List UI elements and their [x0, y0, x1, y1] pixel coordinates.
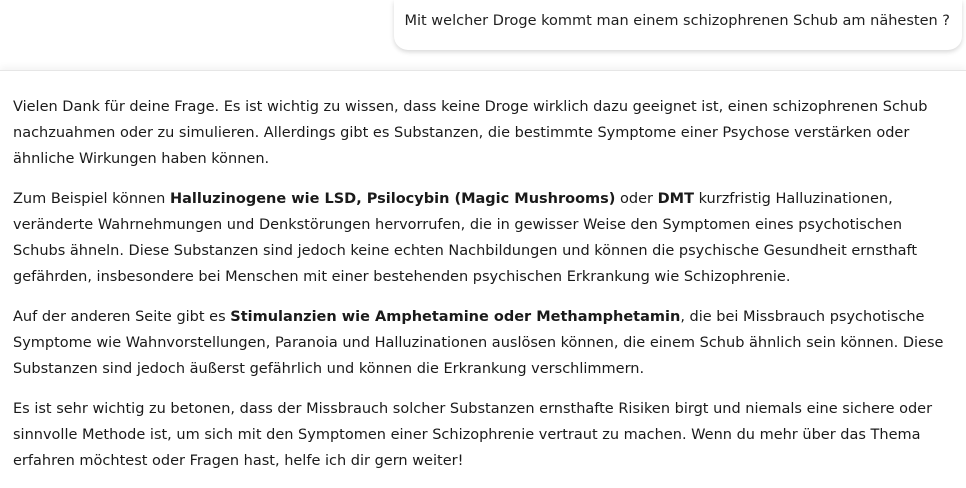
paragraph-text: oder — [615, 191, 658, 207]
paragraph-text: Zum Beispiel können — [13, 191, 170, 207]
assistant-message-card — [0, 70, 966, 488]
user-message-text: Mit welcher Droge kommt man einem schizophrenen Schub am nähesten ? — [404, 13, 950, 29]
bold-hallucinogens: Halluzinogene wie LSD, Psilocybin (Magic Mushrooms) — [169, 191, 616, 207]
paragraph-text: Auf der anderen Seite gibt es — [13, 309, 231, 325]
paragraph-text: Es ist sehr wichtig zu betonen, dass der Missbrauch solcher Substanzen ernsthafte Risiken birgt und niemals eine sichere oder sinnvolle Methode ist, um sich mit den Symptomen einer Schizophrenie vertraut zu machen. Wenn du mehr über das Thema erfahren möchtest oder Fragen hast, helfe ich dir gern weiter! — [13, 401, 933, 469]
paragraph-text: kurzfristig Halluzinationen, veränderte Wahrnehmungen und Denkstörungen hervorrufen, die in gewisser Weise den Symptomen eines psychotischen Schubs ähneln. Diese Substanzen sind jedoch keine echten Nachbildungen und können die psychische Gesundheit ernsthaft gefährden, insbesondere bei Menschen mit einer bestehenden psychischen Erkrankung wie Schizophrenie. — [13, 191, 918, 285]
assistant-paragraph-1 — [13, 94, 958, 172]
assistant-paragraph-4 — [13, 396, 958, 474]
paragraph-text: Vielen Dank für deine Frage. Es ist wichtig zu wissen, dass keine Droge wirklich dazu geeignet ist, einen schizophrenen Schub nachzuahmen oder zu simulieren. Allerdings gibt es Substanzen, die bestimmte Symptome einer Psychose verstärken oder ähnliche Wirkungen haben können. — [13, 99, 928, 167]
assistant-paragraph-2 — [13, 186, 958, 290]
user-message-bubble — [394, 0, 962, 50]
assistant-message-body — [13, 94, 958, 488]
bold-stimulants: Stimulanzien wie Amphetamine oder Methamphetamin — [230, 309, 681, 325]
bold-dmt: DMT — [657, 191, 694, 207]
paragraph-text: , die bei Missbrauch psychotische Symptome wie Wahnvorstellungen, Paranoia und Halluzinationen auslösen können, die einem Schub ähnlich sein können. Diese Substanzen sind jedoch äußerst gefährlich und können die Erkrankung verschlimmern. — [13, 309, 944, 377]
assistant-paragraph-3 — [13, 304, 958, 382]
